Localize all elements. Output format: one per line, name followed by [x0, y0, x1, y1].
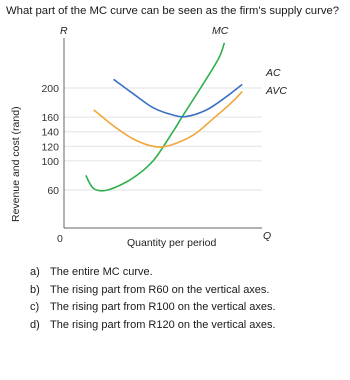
- x-axis-title: Quantity per period: [127, 237, 217, 249]
- option-a[interactable]: [30, 264, 276, 282]
- ac-curve-label: AC: [266, 67, 281, 79]
- question-text: What part of the MC curve can be seen as the firm's supply curve?: [6, 5, 340, 17]
- x-axis-end-label: Q: [263, 230, 272, 242]
- curves: [86, 25, 288, 191]
- grid-lines: [64, 88, 262, 190]
- y-tick-label: 120: [41, 141, 59, 154]
- option-b-text: The rising part from R60 on the vertical axes.: [50, 283, 270, 296]
- option-b-letter: b): [30, 283, 40, 296]
- y-tick-labels: [41, 83, 59, 197]
- y-tick-label: 60: [47, 185, 59, 197]
- option-c-text: The rising part from R100 on the vertical axes.: [50, 301, 276, 313]
- y-axis-title: Revenue and cost (rand): [10, 106, 22, 222]
- option-a-letter: a): [30, 266, 40, 278]
- y-tick-label: 200: [41, 83, 59, 95]
- avc-curve-label: AVC: [266, 85, 288, 97]
- y-tick-label: 160: [41, 112, 59, 125]
- option-c-letter: c): [30, 301, 40, 313]
- option-d[interactable]: [30, 317, 276, 335]
- option-c[interactable]: [30, 299, 276, 317]
- mc-curve-label: MC: [212, 25, 229, 37]
- y-tick-label: 140: [41, 126, 59, 139]
- answer-options: [30, 264, 276, 334]
- origin-label: 0: [57, 233, 63, 245]
- option-d-letter: d): [30, 318, 40, 331]
- axes: [64, 38, 262, 228]
- option-b[interactable]: [30, 282, 276, 300]
- y-tick-label: 100: [41, 155, 59, 168]
- option-a-text: The entire MC curve.: [50, 266, 153, 278]
- y-axis-top-label: R: [60, 25, 68, 37]
- option-d-text: The rising part from R120 on the vertical axes.: [50, 318, 276, 331]
